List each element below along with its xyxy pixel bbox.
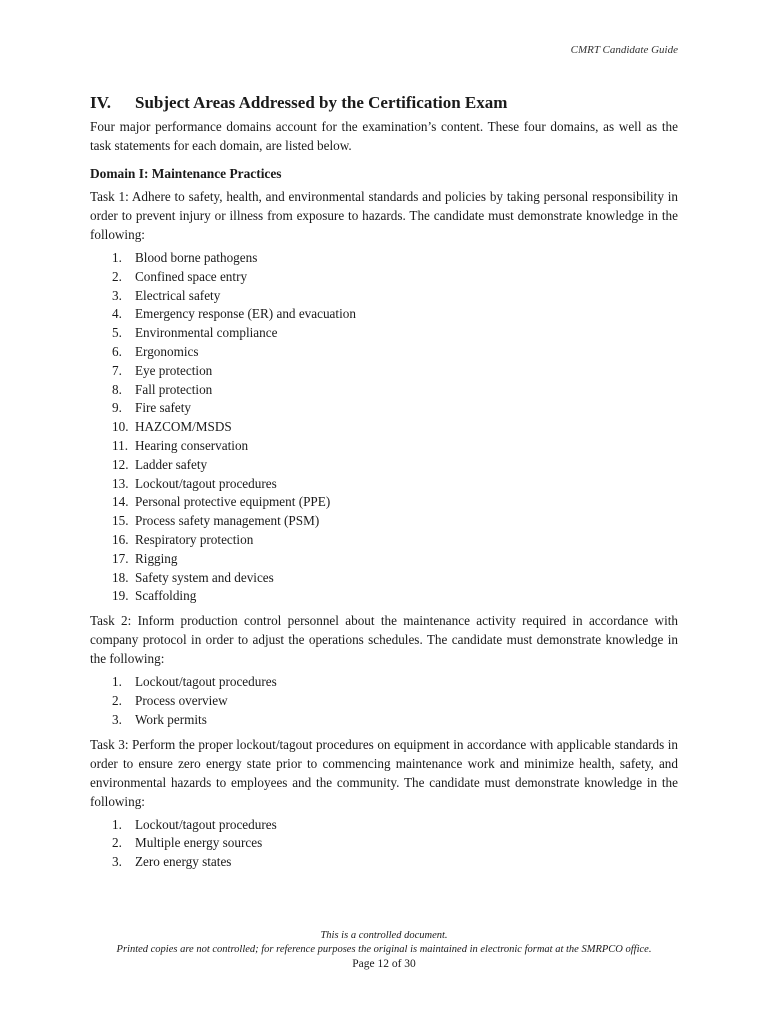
- list-item: [90, 249, 678, 268]
- page-content: [90, 93, 678, 877]
- list-item-number: 8.: [112, 381, 122, 397]
- list-item-number: 17.: [112, 550, 129, 566]
- list-item-number: 3.: [112, 711, 122, 727]
- list-item: [90, 569, 678, 588]
- list-item-text: Multiple energy sources: [135, 835, 263, 851]
- list-item-number: 15.: [112, 513, 129, 529]
- list-item: [90, 673, 678, 692]
- list-item-text: HAZCOM/MSDS: [135, 419, 232, 435]
- list-item-number: 1.: [112, 674, 122, 690]
- section-number: IV.: [90, 93, 111, 112]
- list-item-text: Blood borne pathogens: [135, 250, 258, 265]
- list-item: [90, 550, 678, 569]
- list-item-text: Process safety management (PSM): [135, 513, 320, 529]
- list-item-number: 11.: [112, 437, 128, 453]
- list-item-text: Environmental compliance: [135, 325, 278, 341]
- list-item: [90, 475, 678, 494]
- list-item-text: Process overview: [135, 692, 228, 708]
- list-item-number: 7.: [112, 362, 122, 378]
- list-item-number: 13.: [112, 475, 129, 491]
- list-item-number: 3.: [112, 287, 122, 303]
- list-item: [90, 399, 678, 418]
- list-item-number: 1.: [112, 816, 122, 832]
- domain-heading: Domain I: Maintenance Practices: [90, 166, 282, 181]
- list-item-number: 4.: [112, 306, 122, 322]
- list-item: [90, 711, 678, 730]
- running-header: CMRT Candidate Guide: [570, 44, 678, 56]
- section-intro: Four major performance domains account for the examination’s content. These four domains, as well as the task statements for each domain, are listed below.: [90, 119, 678, 153]
- footer-printed-copies-notice: Printed copies are not controlled; for reference purposes the original is maintained in electronic format at the SMRPCO office.: [116, 944, 652, 955]
- list-item-number: 2.: [112, 692, 122, 708]
- task-2-statement: Task 2: Inform production control personnel about the maintenance activity required in accordance with company protocol in order to adjust the operations schedules. The candidate must demonstrate knowledge in the following:: [90, 613, 678, 667]
- list-item-text: Eye protection: [135, 362, 213, 378]
- list-item-number: 2.: [112, 268, 122, 284]
- list-item: [90, 287, 678, 306]
- page-footer: [0, 929, 768, 971]
- list-item: [90, 324, 678, 343]
- list-item-text: Ladder safety: [135, 456, 208, 472]
- section-heading: [90, 93, 678, 113]
- list-item-text: Respiratory protection: [135, 531, 254, 547]
- list-item-number: 6.: [112, 343, 122, 359]
- list-item: [90, 305, 678, 324]
- list-item-number: 14.: [112, 494, 129, 510]
- list-item-number: 3.: [112, 854, 122, 870]
- list-item-text: Lockout/tagout procedures: [135, 475, 277, 491]
- list-item: [90, 343, 678, 362]
- list-item-text: Ergonomics: [135, 343, 199, 359]
- list-item-text: Safety system and devices: [135, 569, 274, 585]
- list-item-text: Scaffolding: [135, 588, 197, 604]
- list-item: [90, 456, 678, 475]
- list-item-number: 5.: [112, 325, 122, 341]
- list-item-number: 1.: [112, 250, 122, 265]
- list-item-number: 19.: [112, 588, 129, 604]
- list-item-text: Work permits: [135, 711, 207, 727]
- list-item: [90, 834, 678, 853]
- list-item-number: 12.: [112, 456, 129, 472]
- task-1-statement: Task 1: Adhere to safety, health, and environmental standards and policies by taking personal responsibility in order to prevent injury or illness from exposure to hazards. The candidate must demonstrate knowledge in the following:: [90, 189, 678, 242]
- list-item: [90, 493, 678, 512]
- list-item-text: Emergency response (ER) and evacuation: [135, 306, 356, 322]
- list-item-number: 18.: [112, 569, 129, 585]
- list-item-text: Rigging: [135, 550, 178, 566]
- list-item-text: Zero energy states: [135, 854, 232, 870]
- task-1-knowledge-list: [90, 249, 678, 606]
- list-item: [90, 362, 678, 381]
- list-item-text: Lockout/tagout procedures: [135, 674, 277, 690]
- list-item-text: Confined space entry: [135, 268, 248, 284]
- page-number: Page 12 of 30: [352, 958, 416, 970]
- footer-controlled-notice: This is a controlled document.: [320, 930, 448, 941]
- list-item-number: 10.: [112, 419, 129, 435]
- list-item: [90, 268, 678, 287]
- list-item-text: Lockout/tagout procedures: [135, 816, 277, 832]
- list-item: [90, 381, 678, 400]
- task-2-knowledge-list: [90, 673, 678, 729]
- list-item: [90, 418, 678, 437]
- list-item-text: Hearing conservation: [135, 437, 249, 453]
- list-item: [90, 587, 678, 606]
- list-item: [90, 692, 678, 711]
- section-title: Subject Areas Addressed by the Certification Exam: [135, 93, 508, 112]
- task-3-knowledge-list: [90, 816, 678, 872]
- list-item-text: Personal protective equipment (PPE): [135, 494, 331, 510]
- list-item: [90, 512, 678, 531]
- list-item-text: Electrical safety: [135, 287, 221, 303]
- task-3-statement: Task 3: Perform the proper lockout/tagout procedures on equipment in accordance with applicable standards in order to ensure zero energy state prior to commencing maintenance work and minimize health, safety, and environmental hazards to employees and the community. The candidate must demonstrate knowledge in the following:: [90, 736, 678, 809]
- list-item-number: 16.: [112, 531, 129, 547]
- list-item-number: 2.: [112, 835, 122, 851]
- list-item: [90, 437, 678, 456]
- list-item-text: Fire safety: [135, 400, 192, 416]
- list-item: [90, 853, 678, 872]
- list-item-number: 9.: [112, 400, 122, 416]
- list-item: [90, 816, 678, 835]
- list-item-text: Fall protection: [135, 381, 213, 397]
- list-item: [90, 531, 678, 550]
